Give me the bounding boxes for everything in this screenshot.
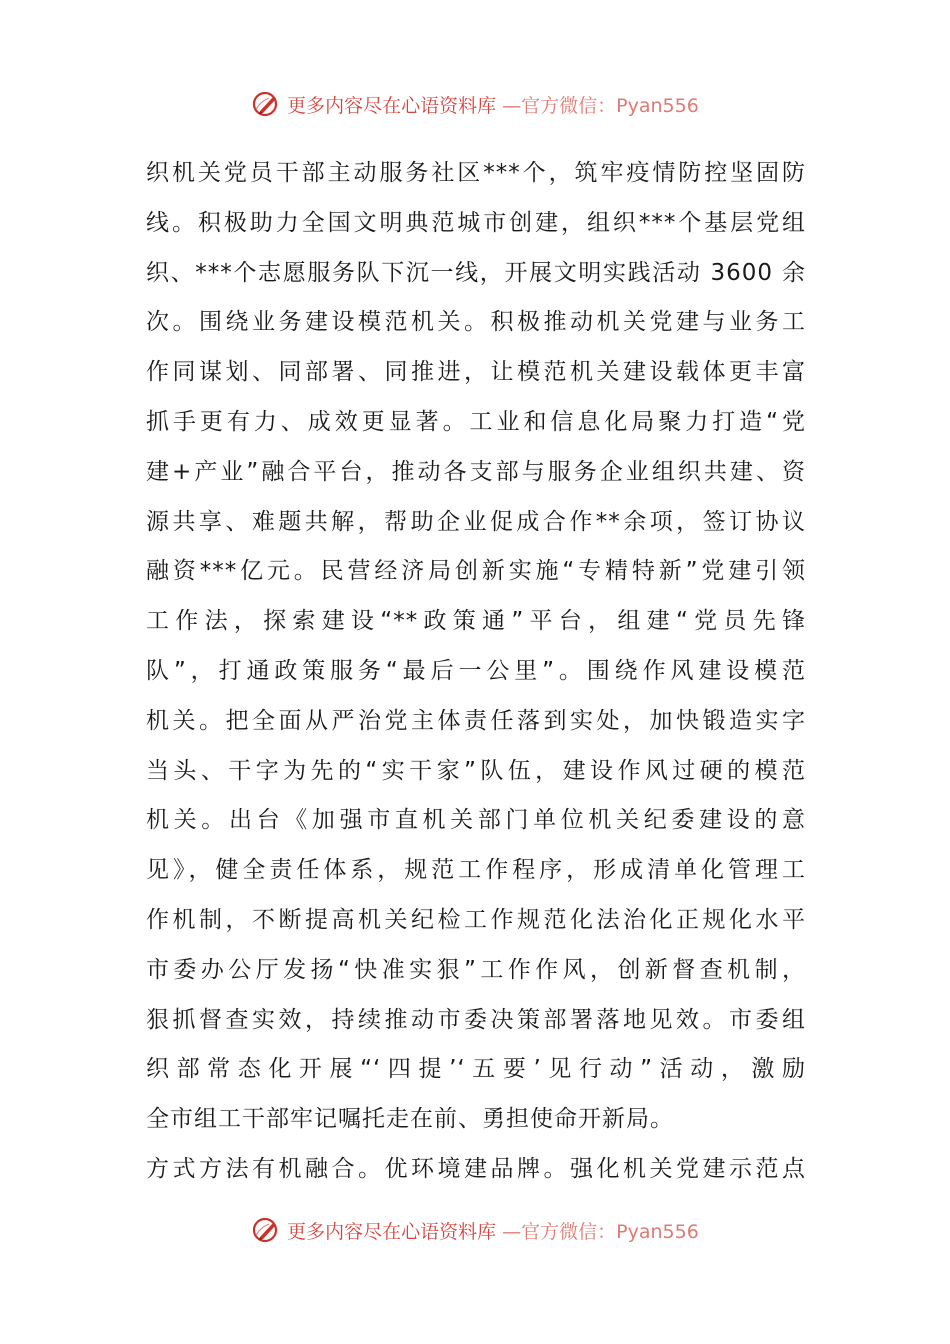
watermark-wechat: —官方微信：Pyan556: [502, 1220, 699, 1243]
watermark-wechat: —官方微信：Pyan556: [502, 94, 699, 117]
body-line: 作机制，不断提高机关纪检工作规范化法治化正规化水平: [146, 906, 806, 933]
body-line: 线。积极助力全国文明典范城市创建，组织***个基层党组: [146, 209, 806, 236]
body-line: 建+产业”融合平台，推动各支部与服务企业组织共建、资: [146, 458, 806, 485]
body-line: 机关。把全面从严治党主体责任落到实处，加快锻造实字: [146, 707, 806, 734]
body-line: 抓手更有力、成效更显著。工业和信息化局聚力打造“党: [146, 408, 806, 435]
body-line: 源共享、难题共解，帮助企业促成合作**余项，签订协议: [146, 508, 806, 535]
body-line: 机关。出台《加强市直机关部门单位机关纪委建设的意: [146, 807, 806, 834]
body-line: 织部常态化开展“‘四提’‘五要’见行动”活动，激励: [146, 1056, 806, 1083]
body-line: 作同谋划、同部署、同推进，让模范机关建设载体更丰富: [146, 359, 806, 386]
body-line: 方式方法有机融合。优环境建品牌。强化机关党建示范点: [146, 1155, 806, 1182]
body-line: 工作法，探索建设“**政策通”平台，组建“党员先锋: [146, 608, 806, 635]
pen-logo-icon: [251, 1215, 281, 1245]
body-line: 当头、干字为先的“实干家”队伍，建设作风过硬的模范: [146, 757, 806, 784]
watermark-text: 更多内容尽在心语资料库: [287, 94, 497, 117]
document-body: [146, 149, 806, 1195]
body-line: 队”，打通政策服务“最后一公里”。围绕作风建设模范: [146, 657, 806, 684]
body-line: 织机关党员干部主动服务社区***个，筑牢疫情防控坚固防: [146, 160, 806, 186]
body-line: 融资***亿元。民营经济局创新实施“专精特新”党建引领: [146, 558, 806, 585]
footer-watermark: [0, 1210, 950, 1250]
watermark-text: 更多内容尽在心语资料库: [287, 1220, 497, 1243]
body-line: 见》，健全责任体系，规范工作程序，形成清单化管理工: [146, 857, 806, 884]
body-line: 次。围绕业务建设模范机关。积极推动机关党建与业务工: [146, 309, 806, 336]
body-line: 市委办公厅发扬“快准实狠”工作作风，创新督查机制，: [146, 956, 806, 983]
body-line: 全市组工干部牢记嘱托走在前、勇担使命开新局。: [146, 1106, 674, 1133]
body-line: 狠抓督查实效，持续推动市委决策部署落地见效。市委组: [146, 1006, 806, 1033]
pen-logo-icon: [251, 89, 281, 119]
body-line: 织、***个志愿服务队下沉一线，开展文明实践活动 3600 余: [146, 259, 806, 286]
header-watermark: [0, 84, 950, 124]
